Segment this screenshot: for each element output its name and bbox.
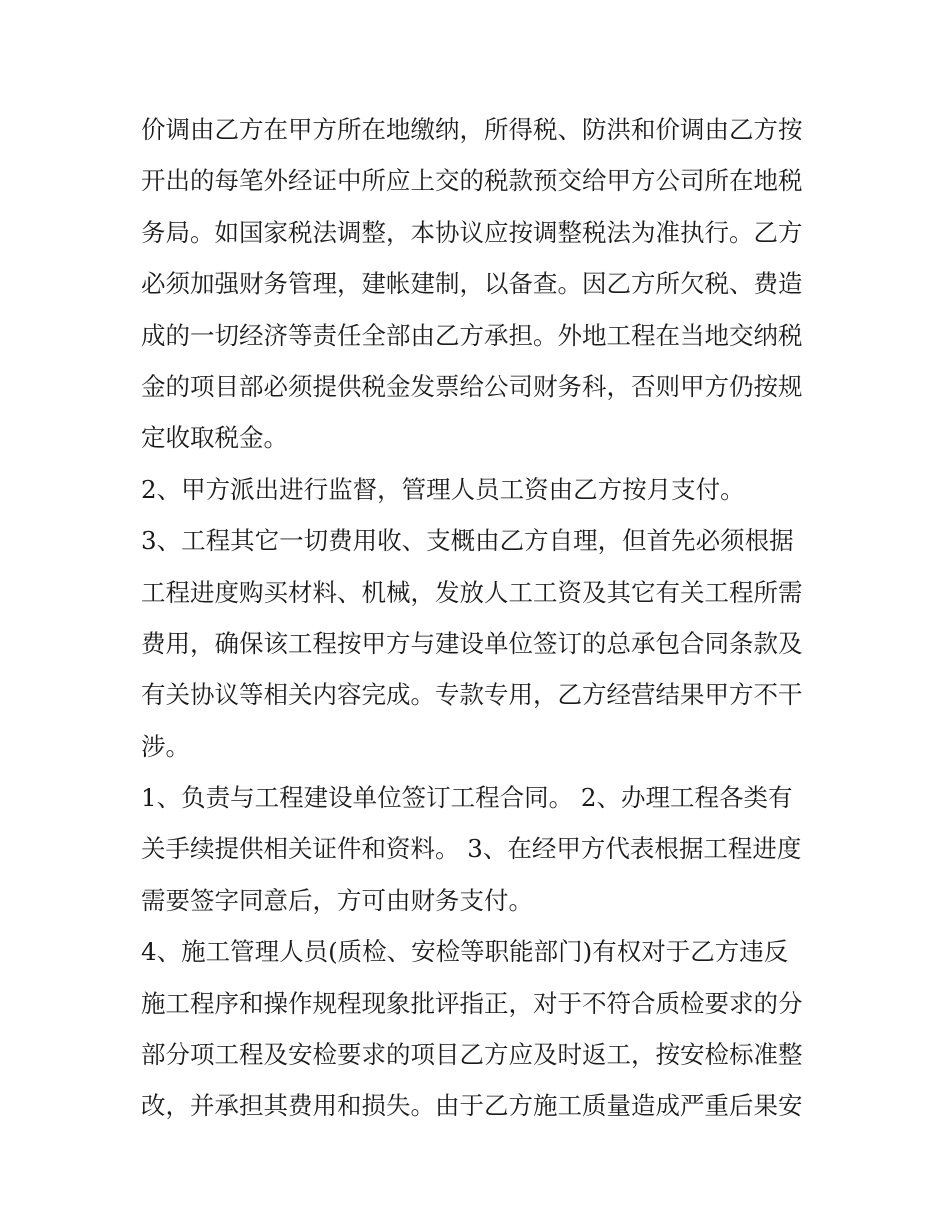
text-line: 关手续提供相关证件和资料。 3、在经甲方代表根据工程进度 bbox=[141, 834, 802, 864]
text-line: 涉。 bbox=[141, 731, 190, 761]
text-line: 工程进度购买材料、机械，发放人工工资及其它有关工程所需 bbox=[141, 577, 803, 607]
text-line: 必须加强财务管理，建帐建制，以备查。因乙方所欠税、费造 bbox=[141, 269, 803, 299]
text-line: 价调由乙方在甲方所在地缴纳，所得税、防洪和价调由乙方按 bbox=[141, 115, 803, 144]
text-line: 施工程序和操作规程现象批评指正，对于不符合质检要求的分 bbox=[141, 988, 803, 1018]
text-line: 金的项目部必须提供税金发票给公司财务科，否则甲方仍按规 bbox=[141, 371, 803, 401]
text-line: 2、甲方派出进行监督，管理人员工资由乙方按月支付。 bbox=[141, 474, 745, 504]
text-line: 费用，确保该工程按甲方与建设单位签订的总承包合同条款及 bbox=[141, 628, 803, 658]
text-line: 需要签字同意后，方可由财务支付。 bbox=[141, 885, 533, 915]
document-body bbox=[141, 104, 821, 1132]
text-line: 成的一切经济等责任全部由乙方承担。外地工程在当地交纳税 bbox=[141, 320, 803, 350]
text-line: 定收取税金。 bbox=[141, 423, 288, 453]
text-line: 有关协议等相关内容完成。专款专用，乙方经营结果甲方不干 bbox=[141, 680, 803, 710]
text-line: 开出的每笔外经证中所应上交的税款预交给甲方公司所在地税 bbox=[141, 166, 803, 196]
text-line: 务局。如国家税法调整，本协议应按调整税法为准执行。乙方 bbox=[141, 217, 803, 247]
text-line: 1、负责与工程建设单位签订工程合同。 2、办理工程各类有 bbox=[141, 783, 793, 813]
text-line: 4、施工管理人员(质检、安检等职能部门)有权对于乙方违反 bbox=[141, 937, 789, 967]
text-line: 改，并承担其费用和损失。由于乙方施工质量造成严重后果安 bbox=[141, 1091, 803, 1121]
text-line: 3、工程其它一切费用收、支概由乙方自理，但首先必须根据 bbox=[141, 526, 794, 556]
text-line: 部分项工程及安检要求的项目乙方应及时返工，按安检标准整 bbox=[141, 1040, 803, 1070]
